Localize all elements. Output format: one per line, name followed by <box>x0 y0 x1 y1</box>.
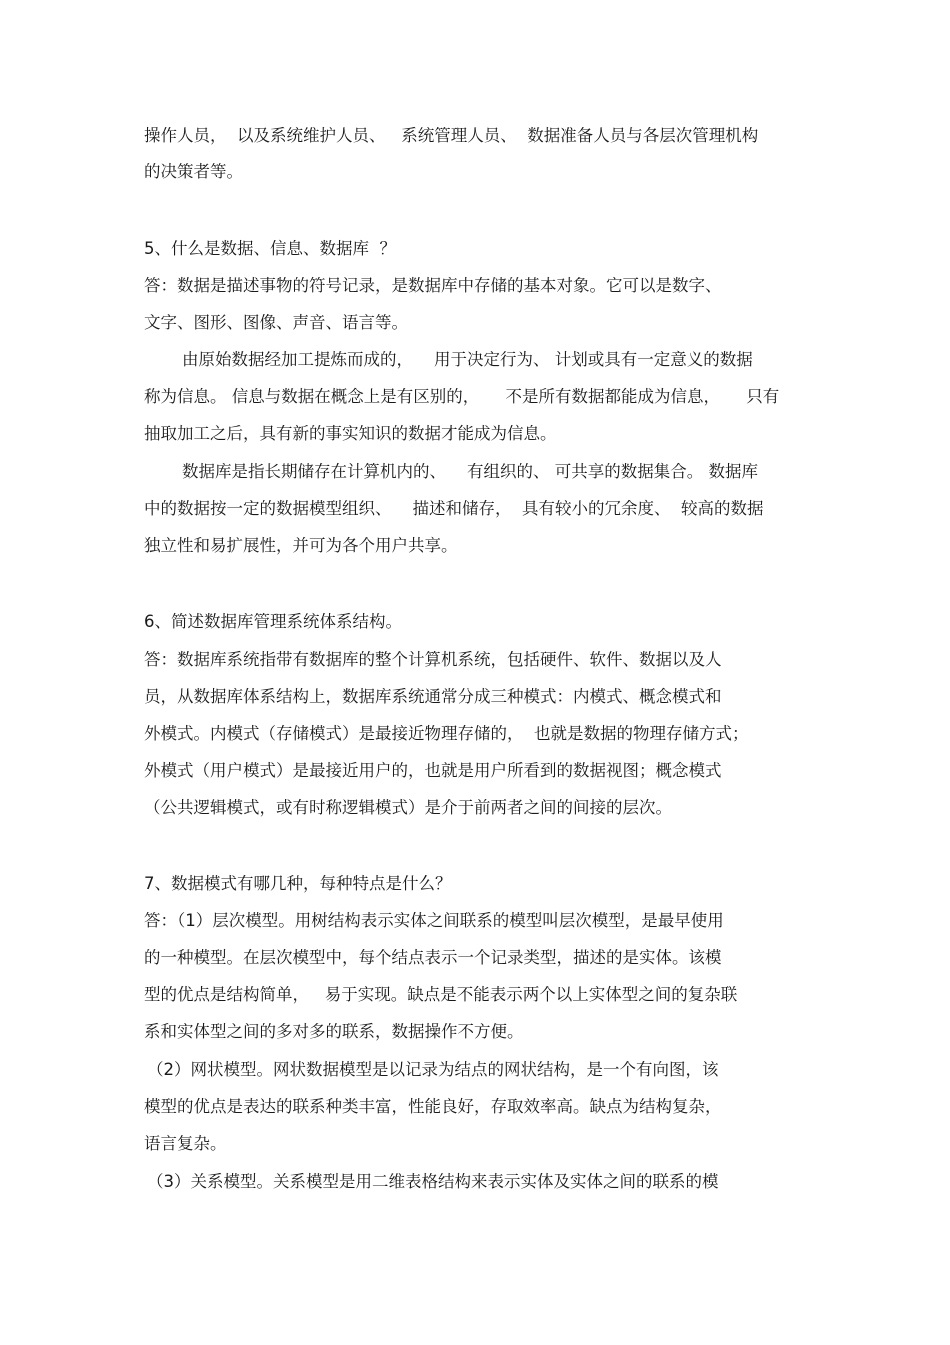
text-line: （3）关系模型。关系模型是用二维表格结构来表示实体及实体之间的联系的模 <box>147 1172 719 1191</box>
text-line: （2）网状模型。网状数据模型是以记录为结点的网状结构，是一个有向图，该 <box>147 1060 719 1079</box>
text-line: 数据库是指长期储存在计算机内的、 有组织的、 可共享的数据集合。 数据库 <box>182 462 758 481</box>
text-line: 语言复杂。 <box>144 1134 227 1153</box>
text-line: 抽取加工之后，具有新的事实知识的数据才能成为信息。 <box>144 424 557 443</box>
text-line: 答：数据是描述事物的符号记录，是数据库中存储的基本对象。它可以是数字、 <box>144 276 722 295</box>
text-line: 答：（1）层次模型。用树结构表示实体之间联系的模型叫层次模型，是最早使用 <box>144 911 724 930</box>
text-line: 模型的优点是表达的联系种类丰富，性能良好，存取效率高。缺点为结构复杂， <box>144 1097 722 1116</box>
text-line: 型的优点是结构简单， 易于实现。缺点是不能表示两个以上实体型之间的复杂联 <box>144 985 738 1004</box>
text-line: 操作人员， 以及系统维护人员、 系统管理人员、 数据准备人员与各层次管理机构 <box>144 126 759 145</box>
text-line: 由原始数据经加工提炼而成的， 用于决定行为、 计划或具有一定意义的数据 <box>182 350 753 369</box>
text-line: 文字、图形、图像、声音、语言等。 <box>144 313 408 332</box>
text-line: 员，从数据库体系结构上，数据库系统通常分成三种模式：内模式、概念模式和 <box>144 687 722 706</box>
text-line: 的决策者等。 <box>144 162 243 181</box>
text-line: 答：数据库系统指带有数据库的整个计算机系统，包括硬件、软件、数据以及人 <box>144 650 722 669</box>
text-line: 称为信息。 信息与数据在概念上是有区别的， 不是所有数据都能成为信息， 只有 <box>144 387 780 406</box>
text-line: （公共逻辑模式，或有时称逻辑模式）是介于前两者之间的间接的层次。 <box>144 798 672 817</box>
question-heading-6: 6、简述数据库管理系统体系结构。 <box>144 612 402 631</box>
question-heading-7: 7、数据模式有哪几种，每种特点是什么？ <box>144 874 452 893</box>
text-line: 外模式。内模式（存储模式）是最接近物理存储的， 也就是数据的物理存储方式； <box>144 724 749 743</box>
text-line: 独立性和易扩展性，并可为各个用户共享。 <box>144 536 458 555</box>
question-heading-5: 5、什么是数据、信息、数据库 ？ <box>144 239 396 258</box>
text-line: 的一种模型。在层次模型中，每个结点表示一个记录类型，描述的是实体。该模 <box>144 948 722 967</box>
text-line: 中的数据按一定的数据模型组织、 描述和储存， 具有较小的冗余度、 较高的数据 <box>144 499 764 518</box>
text-line: 外模式（用户模式）是最接近用户的，也就是用户所看到的数据视图；概念模式 <box>144 761 722 780</box>
text-line: 系和实体型之间的多对多的联系，数据操作不方便。 <box>144 1022 524 1041</box>
